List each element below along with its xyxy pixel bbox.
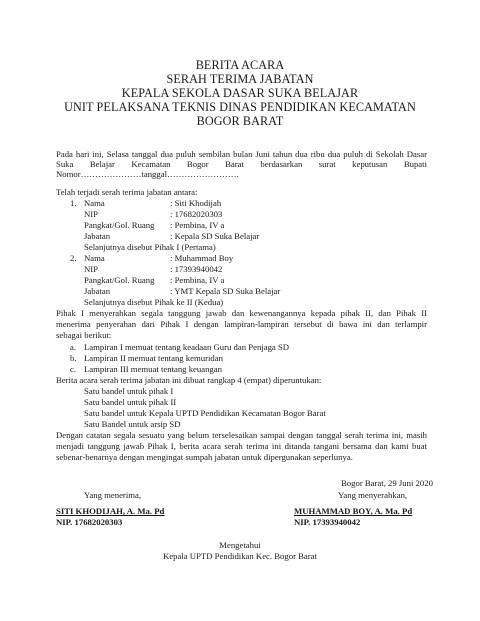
party2-nip-label: NIP <box>84 264 98 274</box>
party2-number: 2. <box>70 253 77 263</box>
party1-number: 1. <box>70 198 77 208</box>
attachment-marker: c. <box>70 364 77 374</box>
closing-line: Dengan catatan segala sesuatu yang belum terselesaikan sampai dengan tanggal serah terima ini, masih <box>56 430 427 440</box>
party1-position-value: : Kepala SD Suka Belajar <box>170 231 260 241</box>
giver-nip: NIP. 17393940042 <box>294 517 361 527</box>
party2-alias: Selanjutnya disebut Pihak ke II (Kedua) <box>84 297 224 307</box>
party1-name-label: Nama <box>84 198 105 208</box>
party2-rank-value: : Pembina, IV a <box>170 275 225 285</box>
handover-line: sebagai berikut: <box>56 330 112 340</box>
intro-line: Nomor…………………tanggal……………………. <box>56 169 239 179</box>
document-title: BERITA ACARA <box>195 58 285 72</box>
receiver-nip: NIP. 17682020303 <box>56 517 123 527</box>
party2-position-label: Jabatan <box>84 286 111 296</box>
attachment-marker: b. <box>70 353 77 363</box>
attachment-marker: a. <box>70 342 77 352</box>
party2-rank-label: Pangkat/Gol. Ruang <box>84 275 155 285</box>
copy-item: Satu bandel untuk Kepala UPTD Pendidikan Kecamatan Bogor Barat <box>84 408 326 418</box>
lead-text: Telah terjadi serah terima jabatan antara: <box>56 187 198 197</box>
handover-line: Pihak I menyerahkan segala tanggung jawab dan kewenangannya kepada pihak II, dan Pihak II <box>56 308 427 318</box>
party2-nip-value: : 17393940042 <box>170 264 223 274</box>
receiver-name: SITI KHODIJAH, A. Ma. Pd <box>56 506 165 516</box>
party1-alias: Selanjutnya disebut Pihak I (Pertama) <box>84 242 216 252</box>
acknowledged-label: Mengetahui <box>219 540 261 550</box>
acknowledged-by: Kepala UPTD Pendidikan Kec. Bogor Barat <box>163 551 317 561</box>
copy-item: Satu bandel untuk pihak I <box>84 386 174 396</box>
document-subtitle: KEPALA SEKOLA DASAR SUKA BELAJAR <box>121 86 359 100</box>
document-subtitle: SERAH TERIMA JABATAN <box>166 72 314 86</box>
party1-rank-value: : Pembina, IV a <box>170 220 225 230</box>
party1-position-label: Jabatan <box>84 231 111 241</box>
attachment-item: Lampiran I memuat tentang keadaan Guru dan Penjaga SD <box>84 342 290 352</box>
party1-nip-label: NIP <box>84 209 98 219</box>
party1-name-value: : Siti Khodijah <box>170 198 222 208</box>
giver-name: MUHAMMAD BOY, A. Ma. Pd <box>294 506 413 516</box>
party2-position-value: : YMT Kepala SD Suka Belajar <box>170 286 281 296</box>
copy-item: Satu bandel untuk pihak II <box>84 397 177 407</box>
party1-rank-label: Pangkat/Gol. Ruang <box>84 220 155 230</box>
copies-intro: Berita acara serah terima jabatan ini dibuat rangkap 4 (empat) diperuntukan: <box>56 375 322 385</box>
party2-name-value: : Muhammad Boy <box>170 253 234 263</box>
intro-line: Pada hari ini, Selasa tanggal dua puluh sembilan bulan Juni tahun dua ribu dua puluh di Sekolah Dasar <box>56 149 427 159</box>
intro-line: Suka Belajar Kecamatan Bogor Barat berdasarkan surat keputusan Bupati <box>56 159 427 169</box>
copy-item: Satu Bandel untuk arsip SD <box>84 419 181 429</box>
attachment-item: Lampiran III memuat tentang keuangan <box>84 364 222 374</box>
place-date: Bogor Barat, 29 Juni 2020 <box>341 478 433 488</box>
receiver-label: Yang menerima, <box>84 490 142 500</box>
document-subtitle: BOGOR BARAT <box>196 114 284 128</box>
party2-name-label: Nama <box>84 253 105 263</box>
closing-line: sebenar-benarnya dengan mengingat sumpah jabatan untuk dipergunakan seperlunya. <box>56 452 353 462</box>
giver-label: Yang menyerahkan, <box>338 490 408 500</box>
attachment-item: Lampiran II memuat tentang kemuridan <box>84 353 223 363</box>
document-subtitle: UNIT PELAKSANA TEKNIS DINAS PENDIDIKAN KECAMATAN <box>64 100 416 114</box>
handover-line: menerima penyerahan dari Pihak I dengan lampiran-lampiran tersebut di bawa ini dan terlampir <box>56 319 427 329</box>
closing-line: menjadi tanggung jawab Pihak I, berita acara serah terima ini ditanda tangani bersama dan kami buat <box>56 441 427 451</box>
party1-nip-value: : 17682020303 <box>170 209 223 219</box>
